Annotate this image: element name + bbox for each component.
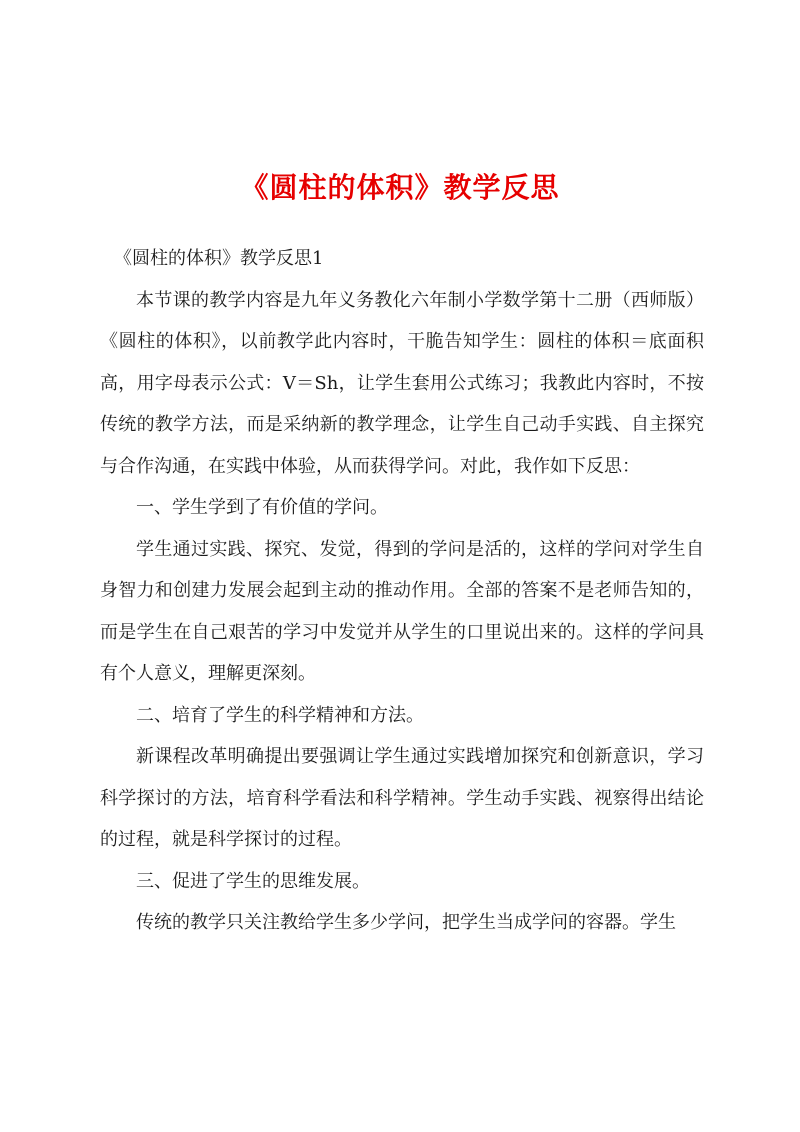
document-body [100,238,704,944]
paragraph-point-2-heading: 二、培育了学生的科学精神和方法。 [136,704,424,726]
document-title: 《圆柱的体积》教学反思 [240,171,560,204]
paragraph-point-1-heading: 一、学生学到了有价值的学问。 [136,497,388,518]
paragraph-point-2-body: 新课程改革明确提出要强调让学生通过实践增加探究和创新意识，学习科学探讨的方法，培育科学看法和科学精神。学生动手实践、视察得出结论的过程，就是科学探讨的过程。 [100,746,704,850]
paragraph-point-3-body: 传统的教学只关注教给学生多少学问，把学生当成学问的容器。学生 [136,912,676,933]
paragraph-point-1-body: 学生通过实践、探究、发觉，得到的学问是活的，这样的学问对学生自身智力和创建力发展会起到主动的推动作用。全部的答案不是老师告知的，而是学生在自己艰苦的学习中发觉并从学生的口里说出来的。这样的学问具有个人意义，理解更深刻。 [100,538,704,684]
section-subheading: 《圆柱的体积》教学反思1 [114,248,324,269]
paragraph-point-3-heading: 三、促进了学生的思维发展。 [136,870,370,892]
paragraph-intro: 本节课的教学内容是九年义务教化六年制小学数学第十二册（西师版）《圆柱的体积》，以前教学此内容时，干脆告知学生：圆柱的体积＝底面积高，用字母表示公式：V＝Sh，让学生套用公式练习；我教此内容时，不按传统的教学方法，而是采纳新的教学理念，让学生自己动手实践、自主探究与合作沟通，在实践中体验，从而获得学问。对此，我作如下反思： [100,289,704,477]
